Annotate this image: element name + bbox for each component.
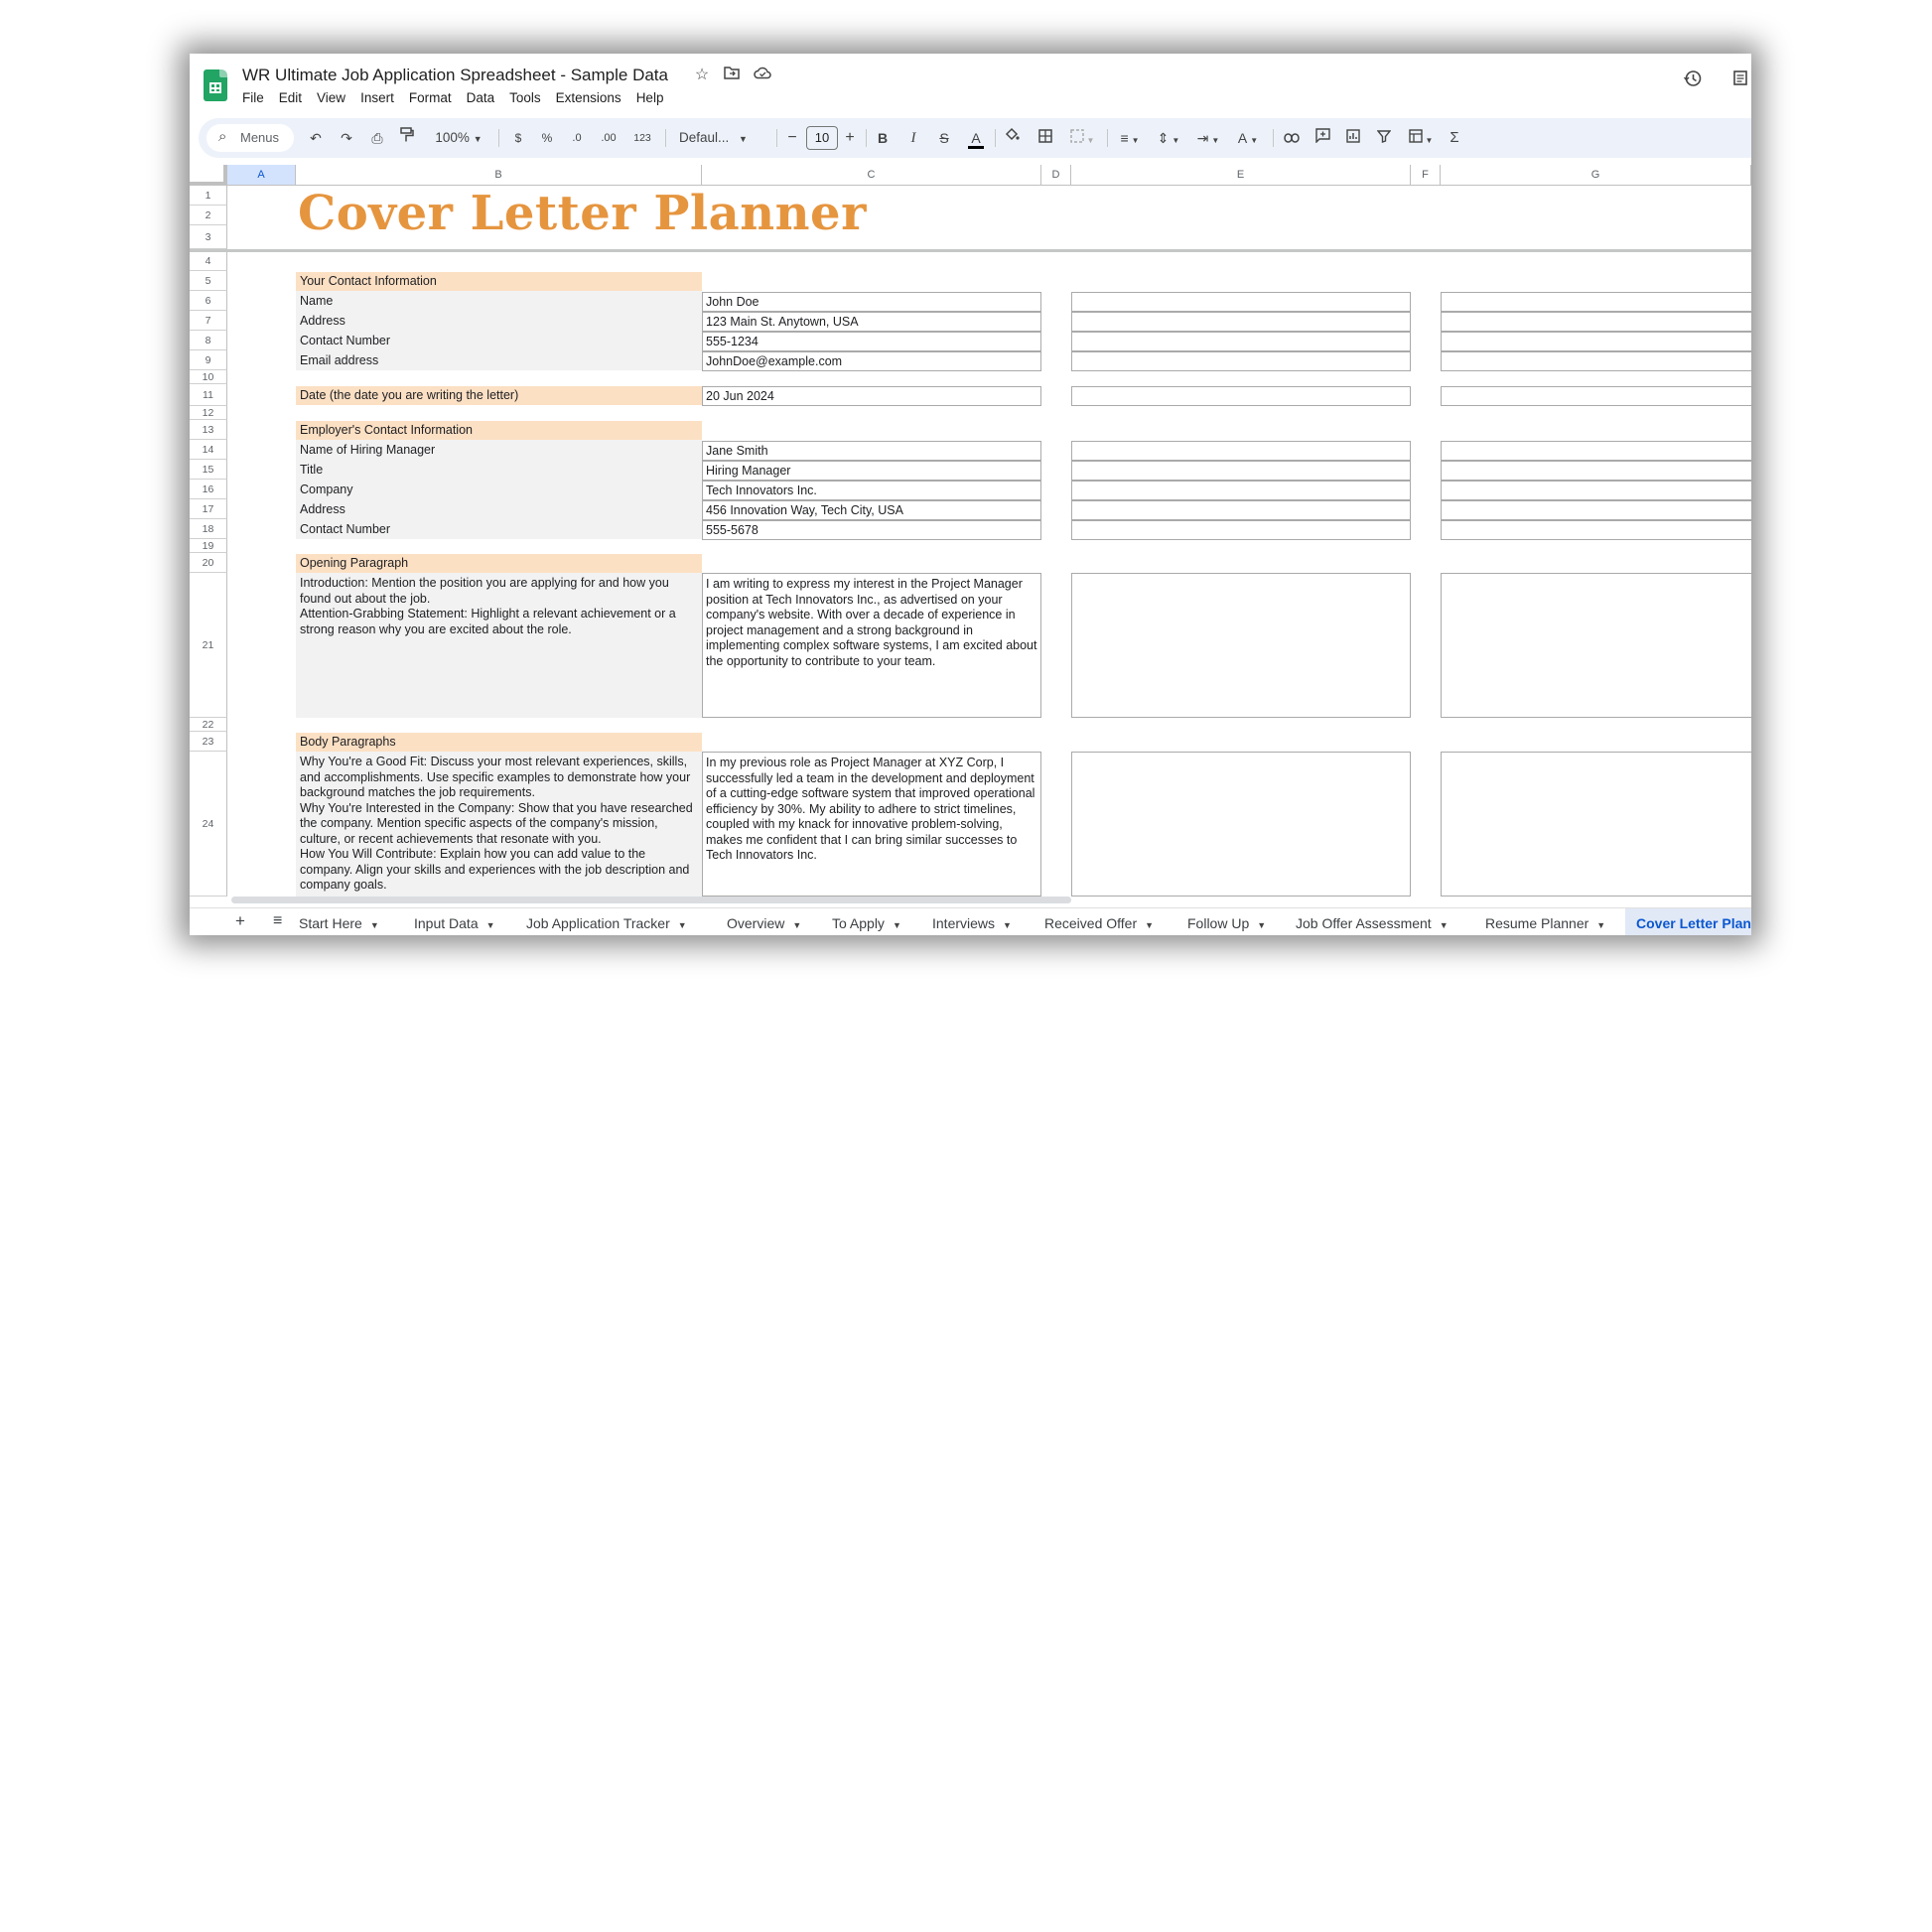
- toolbar-divider: [665, 129, 666, 147]
- menu-extensions[interactable]: Extensions: [555, 90, 621, 105]
- cell-empty[interactable]: [1071, 481, 1411, 500]
- tab-start-here[interactable]: [299, 915, 379, 931]
- text-wrapping-icon[interactable]: ⇥ ▼: [1196, 130, 1220, 146]
- merge-cells-icon[interactable]: [1064, 127, 1100, 149]
- row-header[interactable]: 1: [190, 186, 227, 206]
- guide-opening[interactable]: Introduction: Mention the position you are applying for and how you found out about the job. Attention-Grabbing Statement: Highlight a relevant achievement or a strong reason why you are excited about the role.: [296, 573, 702, 718]
- row-header[interactable]: 12: [190, 406, 227, 420]
- tab-input-data[interactable]: [414, 915, 495, 931]
- increase-decimal-button[interactable]: .00: [601, 132, 617, 144]
- tab-label: Start Here: [299, 915, 362, 931]
- tab-resume-planner[interactable]: [1485, 915, 1605, 931]
- chevron-down-icon: ▼: [792, 920, 802, 930]
- cell-empty[interactable]: [1071, 351, 1411, 371]
- column-header-b[interactable]: B: [296, 165, 702, 186]
- cell-empty[interactable]: [1441, 332, 1751, 351]
- paint-format-icon[interactable]: [397, 127, 417, 149]
- text-rotation-icon[interactable]: A ▼: [1237, 130, 1259, 146]
- row-header[interactable]: 13: [190, 420, 227, 440]
- row-header[interactable]: 7: [190, 311, 227, 331]
- functions-icon[interactable]: Σ: [1449, 129, 1459, 146]
- row-header[interactable]: 3: [190, 225, 227, 249]
- row-header[interactable]: 22: [190, 718, 227, 732]
- cell-empty[interactable]: [1441, 351, 1751, 371]
- chevron-down-icon: ▼: [1425, 136, 1434, 145]
- font-family-value: Defaul...: [679, 130, 730, 145]
- row-header[interactable]: 6: [190, 291, 227, 311]
- cell-empty[interactable]: [1441, 573, 1751, 718]
- document-title[interactable]: WR Ultimate Job Application Spreadsheet - Sample Data: [242, 66, 668, 84]
- borders-icon[interactable]: [1035, 127, 1055, 149]
- undo-icon[interactable]: ↶: [310, 130, 322, 146]
- label-employer-contact-number[interactable]: Contact Number: [300, 522, 391, 536]
- row-header[interactable]: 23: [190, 732, 227, 752]
- menu-edit[interactable]: Edit: [278, 90, 303, 105]
- toolbar-divider: [776, 129, 777, 147]
- cell-body-paragraphs[interactable]: In my previous role as Project Manager at XYZ Corp, I successfully led a team in the development and deployment of a cutting-edge software system that improved operational efficiency by 30%. My ability to adhere to strict timelines, coupled with my knack for innovative problem-solving, makes me confident that I can bring similar successes to Tech Innovators Inc.: [702, 752, 1041, 897]
- chevron-down-icon: ▼: [1439, 920, 1449, 930]
- cell-empty[interactable]: [1441, 292, 1751, 312]
- label-contact-number[interactable]: Contact Number: [300, 334, 391, 347]
- cell-empty[interactable]: [1071, 573, 1411, 718]
- search-menus-label: Menus: [240, 130, 280, 145]
- tab-job-application-tracker[interactable]: [526, 915, 687, 931]
- cell-empty[interactable]: [1071, 312, 1411, 332]
- chevron-down-icon: ▼: [677, 920, 687, 930]
- cell-empty[interactable]: [1441, 386, 1751, 406]
- chevron-down-icon: ▼: [1086, 136, 1095, 145]
- percent-format-button[interactable]: %: [541, 131, 553, 145]
- row-header[interactable]: 10: [190, 370, 227, 384]
- cell-contact-number[interactable]: 555-1234: [702, 332, 1041, 351]
- row-header[interactable]: 20: [190, 553, 227, 573]
- version-history-icon[interactable]: [1681, 69, 1705, 92]
- chevron-down-icon: ▼: [1172, 136, 1180, 145]
- toolbar-divider: [1273, 129, 1274, 147]
- chevron-down-icon: ▼: [892, 920, 901, 930]
- chevron-down-icon: ▼: [1250, 136, 1259, 145]
- tab-follow-up[interactable]: [1187, 915, 1266, 931]
- section-header-contact[interactable]: Your Contact Information: [296, 272, 702, 291]
- label-company[interactable]: Company: [300, 483, 353, 496]
- filter-views-icon[interactable]: [1404, 127, 1438, 149]
- column-header-g[interactable]: G: [1441, 165, 1751, 186]
- cell-company[interactable]: Tech Innovators Inc.: [702, 481, 1041, 500]
- cell-empty[interactable]: [1071, 500, 1411, 520]
- row-header[interactable]: 24: [190, 752, 227, 897]
- tab-interviews[interactable]: [932, 915, 1012, 931]
- spreadsheet-window: [190, 54, 1751, 935]
- chevron-down-icon: ▼: [369, 920, 379, 930]
- select-all-corner[interactable]: [190, 165, 227, 186]
- chevron-down-icon: ▼: [1211, 136, 1220, 145]
- bold-icon[interactable]: B: [877, 130, 889, 146]
- row-header[interactable]: 9: [190, 350, 227, 370]
- cell-address[interactable]: 123 Main St. Anytown, USA: [702, 312, 1041, 332]
- sheets-logo-icon[interactable]: [204, 69, 227, 101]
- comments-icon[interactable]: [1733, 69, 1751, 92]
- star-icon[interactable]: ☆: [694, 67, 710, 83]
- tab-label: Follow Up: [1187, 915, 1250, 931]
- menu-bar: [242, 90, 678, 110]
- label-title[interactable]: Title: [300, 463, 324, 477]
- tab-label: Received Offer: [1044, 915, 1138, 931]
- chevron-down-icon: ▼: [1257, 920, 1267, 930]
- row-header[interactable]: 19: [190, 539, 227, 553]
- cell-empty[interactable]: [1071, 461, 1411, 481]
- tab-label: Interviews: [932, 915, 996, 931]
- label-employer-address[interactable]: Address: [300, 502, 345, 516]
- row-header[interactable]: 14: [190, 440, 227, 460]
- menu-help[interactable]: Help: [635, 90, 664, 105]
- section-header-opening[interactable]: Opening Paragraph: [296, 554, 702, 573]
- label-date[interactable]: Date (the date you are writing the letter): [296, 386, 702, 405]
- label-email[interactable]: Email address: [300, 353, 379, 367]
- search-icon: ⌕: [218, 128, 227, 145]
- insert-link-icon[interactable]: [1282, 127, 1302, 149]
- tab-label: Overview: [727, 915, 785, 931]
- strikethrough-icon[interactable]: S: [939, 130, 949, 146]
- vertical-align-icon[interactable]: ⇕ ▼: [1157, 130, 1180, 146]
- tab-to-apply[interactable]: [832, 915, 901, 931]
- tab-overview[interactable]: [727, 915, 801, 931]
- sheet-tab-bar: [190, 907, 1751, 935]
- column-header-d[interactable]: D: [1041, 165, 1071, 186]
- move-folder-icon[interactable]: [722, 66, 742, 85]
- frozen-rows-divider[interactable]: [190, 249, 1751, 252]
- cell-empty[interactable]: [1441, 500, 1751, 520]
- row-header[interactable]: 16: [190, 480, 227, 499]
- italic-icon[interactable]: I: [910, 130, 916, 146]
- row-header[interactable]: 11: [190, 384, 227, 406]
- cell-hiring-manager[interactable]: Jane Smith: [702, 441, 1041, 461]
- chevron-down-icon: ▼: [1145, 920, 1155, 930]
- tab-label: Job Offer Assessment: [1296, 915, 1432, 931]
- cell-empty[interactable]: [1441, 312, 1751, 332]
- chevron-down-icon: ▼: [473, 134, 483, 144]
- menu-insert[interactable]: Insert: [360, 90, 394, 105]
- section-header-body[interactable]: Body Paragraphs: [296, 733, 702, 752]
- section-header-employer[interactable]: Employer's Contact Information: [296, 421, 702, 440]
- currency-format-button[interactable]: $: [514, 131, 522, 145]
- cell-empty[interactable]: [1441, 461, 1751, 481]
- horizontal-align-icon[interactable]: ≡ ▼: [1120, 130, 1140, 146]
- font-size-input[interactable]: 10: [806, 126, 838, 150]
- label-address[interactable]: Address: [300, 314, 345, 328]
- toolbar-divider: [866, 129, 867, 147]
- menu-file[interactable]: File: [242, 90, 264, 105]
- chevron-down-icon: ▼: [1131, 136, 1140, 145]
- cell-empty[interactable]: [1441, 481, 1751, 500]
- column-header-f[interactable]: F: [1411, 165, 1441, 186]
- cell-opening-paragraph[interactable]: I am writing to express my interest in the Project Manager position at Tech Innovators Inc., as advertised on your company's website. With over a decade of experience in project management and a strong background in implementing complex software systems, I am excited about the opportunity to contribute to your team.: [702, 573, 1041, 718]
- chevron-down-icon: ▼: [739, 134, 748, 144]
- tab-job-offer-assessment[interactable]: [1296, 915, 1449, 931]
- fill-color-icon[interactable]: [1002, 127, 1022, 149]
- insert-chart-icon[interactable]: [1343, 127, 1363, 149]
- guide-body[interactable]: Why You're a Good Fit: Discuss your most relevant experiences, skills, and accomplishments. Use specific examples to demonstrate how your background matches the job requirements. Why You're Interested in the Company: Show that you have researched the company. Mention specific aspects of the company's mission, culture, or recent achievements that resonate with you. How You Will Contribute: Explain how you can add value to the company. Align your skills and experiences with the job description and company goals.: [296, 752, 702, 897]
- cell-email[interactable]: JohnDoe@example.com: [702, 351, 1041, 371]
- cell-empty[interactable]: [1441, 752, 1751, 897]
- menu-data[interactable]: Data: [466, 90, 495, 105]
- row-header[interactable]: 15: [190, 460, 227, 480]
- row-header[interactable]: 5: [190, 271, 227, 291]
- print-icon[interactable]: ⎙: [371, 130, 383, 146]
- number-format-button[interactable]: 123: [633, 132, 651, 144]
- cell-employer-contact-number[interactable]: 555-5678: [702, 520, 1041, 540]
- cell-employer-address[interactable]: 456 Innovation Way, Tech City, USA: [702, 500, 1041, 520]
- tab-label: To Apply: [832, 915, 885, 931]
- row-header[interactable]: 21: [190, 573, 227, 718]
- cloud-status-icon[interactable]: [753, 66, 772, 85]
- font-family-select[interactable]: [679, 127, 768, 149]
- toolbar-divider: [498, 129, 499, 147]
- menu-format[interactable]: Format: [408, 90, 452, 105]
- row-header[interactable]: 18: [190, 519, 227, 539]
- search-menus[interactable]: [207, 124, 294, 152]
- cell-empty[interactable]: [1441, 520, 1751, 540]
- toolbar-divider: [995, 129, 996, 147]
- cell-empty[interactable]: [1071, 752, 1411, 897]
- cell-name[interactable]: John Doe: [702, 292, 1041, 312]
- tab-received-offer[interactable]: [1044, 915, 1154, 931]
- cell-empty[interactable]: [1071, 441, 1411, 461]
- tab-label: Resume Planner: [1485, 915, 1589, 931]
- cell-empty[interactable]: [1441, 441, 1751, 461]
- menu-tools[interactable]: Tools: [509, 90, 541, 105]
- redo-icon[interactable]: ↷: [341, 130, 352, 146]
- row-header[interactable]: 8: [190, 331, 227, 350]
- cell-date[interactable]: 20 Jun 2024: [702, 386, 1041, 406]
- chevron-down-icon: ▼: [485, 920, 495, 930]
- filter-icon[interactable]: [1374, 127, 1394, 149]
- tab-label: Job Application Tracker: [526, 915, 670, 931]
- add-sheet-icon[interactable]: +: [235, 911, 245, 930]
- horizontal-scrollbar[interactable]: [231, 897, 1071, 903]
- zoom-select[interactable]: [429, 127, 488, 149]
- zoom-value: 100%: [435, 130, 470, 145]
- insert-comment-icon[interactable]: [1312, 127, 1332, 149]
- cell-empty[interactable]: [1071, 386, 1411, 406]
- row-header[interactable]: 17: [190, 499, 227, 519]
- decrease-decimal-button[interactable]: .0: [572, 132, 582, 144]
- decrease-font-size-button[interactable]: −: [787, 129, 797, 146]
- row-header[interactable]: 4: [190, 252, 227, 271]
- cell-empty[interactable]: [1071, 520, 1411, 540]
- label-hiring-manager[interactable]: Name of Hiring Manager: [300, 443, 436, 457]
- tab-label: Input Data: [414, 915, 479, 931]
- cell-empty[interactable]: [1071, 332, 1411, 351]
- column-header-e[interactable]: E: [1071, 165, 1411, 186]
- chevron-down-icon: ▼: [1596, 920, 1606, 930]
- toolbar: [199, 118, 1751, 158]
- row-header[interactable]: 2: [190, 206, 227, 225]
- chevron-down-icon: ▼: [1003, 920, 1012, 930]
- menu-view[interactable]: View: [317, 90, 346, 105]
- cell-title[interactable]: Hiring Manager: [702, 461, 1041, 481]
- toolbar-divider: [1107, 129, 1108, 147]
- cell-empty[interactable]: [1071, 292, 1411, 312]
- all-sheets-icon[interactable]: ≡: [273, 912, 283, 929]
- tab-cover-letter-planner[interactable]: Cover Letter Plan: [1636, 915, 1751, 931]
- label-name[interactable]: Name: [300, 294, 334, 308]
- column-header-c[interactable]: C: [702, 165, 1041, 186]
- column-header-a[interactable]: A: [227, 165, 296, 186]
- text-color-icon[interactable]: A: [965, 127, 987, 149]
- page-title: Cover Letter Planner: [298, 186, 867, 241]
- increase-font-size-button[interactable]: +: [845, 129, 855, 146]
